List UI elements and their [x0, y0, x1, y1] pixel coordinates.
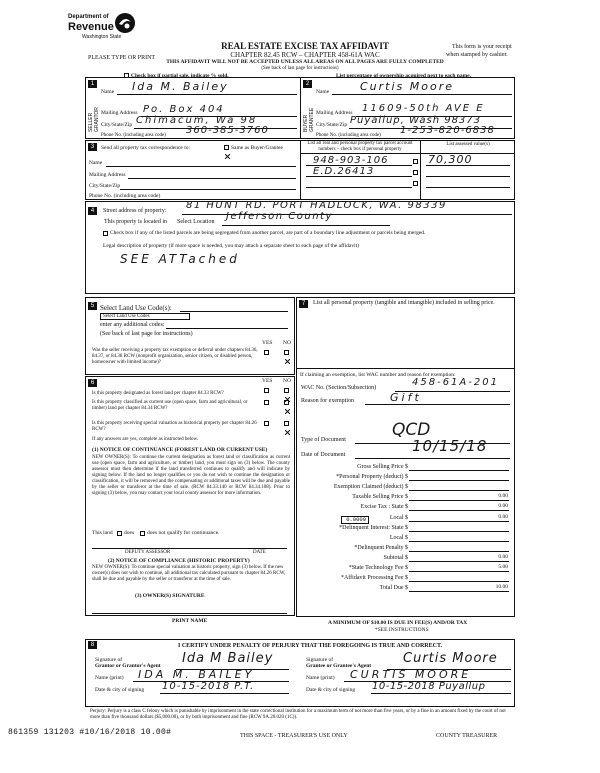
minimum-due-note: A MINIMUM OF $10.00 IS DUE IN FEE(S) AND/OR TAX [328, 620, 468, 626]
s6-if-yes: If any answers are yes, complete as instructed below. [92, 437, 199, 442]
street-label: Street address of property: [103, 208, 167, 214]
s5-q1-yes[interactable] [264, 350, 269, 355]
grantor-signature[interactable]: Ida M Bailey [182, 651, 274, 666]
exemption-claim-label: If claiming an exemption, list WAC number and reason for exemption: [300, 372, 456, 378]
county-value[interactable]: Jefferson County [226, 211, 333, 222]
tax-row-line [409, 490, 509, 491]
seller-phone-label: Phone No. (including area code) [101, 133, 166, 138]
s6-q2-no[interactable] [284, 400, 289, 405]
segregated-label: Check box if any of the listed parcels are being segregated from another parcel, are part of a boundary line adjustment or parcels being merged. [110, 230, 426, 236]
segregated-checkbox[interactable] [103, 231, 108, 236]
doc-type-value[interactable]: QCD [392, 420, 431, 440]
form-warning: THIS AFFIDAVIT WILL NOT BE ACCEPTED UNLESS ALL AREAS ON ALL PAGES ARE FULLY COMPLETED [166, 59, 444, 65]
s6-question2: Is this property classified as current use (open space, farm and agricultural, or timber) land per chapter 84.34 RCW? [92, 400, 248, 411]
tax-row-line [409, 541, 509, 542]
ownership-note: List percentage of ownership acquired next to each name. [336, 73, 471, 79]
corr-mailing-label: Mailing Address [89, 172, 126, 178]
grantor-date-label: Date & city of signing [95, 687, 145, 693]
s6-question1: Is this property designated as forest land per chapter 84.33 RCW? [92, 391, 224, 396]
notice1-body: NEW OWNER(S): To continue the current designation as forest land or classification as current use (open space, farm and agriculture, or timber) land, you must sign on (3) below. The county assessor must then determine if the land transferred continues to qualify and will indicate by signing below. If the land no longer qualifies or you do not wish to continue the designation or classification, it will be removed and the compensating or additional taxes will be due and payable by the seller or transferor at the time of sale. (RCW 84.33.140 or RCW 84.34.108). Prior to signing (3) below, you may contact your local county assessor for more information. [92, 455, 290, 496]
tax-row-line [409, 531, 509, 532]
tax-row-label: Exemption Claimed (deduct) $ [333, 484, 408, 490]
grantor-sig-label1: Signature of [95, 657, 123, 663]
dept-line1: Department of [68, 14, 109, 20]
deputy-date-label: DATE [253, 550, 266, 555]
does-not-checkbox[interactable] [140, 531, 145, 536]
notice1-title: (1) NOTICE OF CONTINUANCE (FOREST LAND OR CURRENT USE) [92, 447, 268, 453]
tax-row-value[interactable]: 0.00 [498, 493, 508, 499]
revenue-logo [68, 12, 158, 52]
parcel-header: List all real and personal property tax parcel account numbers – check box if personal property [307, 141, 413, 152]
wac-label: WAC No. (Section/Subsection) [301, 385, 377, 391]
parcel1-personal-checkbox[interactable] [413, 159, 418, 164]
seller-phone-value[interactable]: 360-385-3760 [186, 125, 269, 136]
tax-row-value[interactable]: 10.00 [495, 584, 508, 590]
tax-row-value[interactable]: 0.00 [498, 554, 508, 560]
tax-row-line [409, 571, 509, 572]
tax-row-label: Local $ [389, 515, 408, 521]
tax-row-line [409, 591, 509, 592]
tax-row-line [409, 521, 509, 522]
s5-q1-no[interactable] [284, 350, 289, 355]
deputy-assessor-label: DEPUTY ASSESSOR [125, 550, 171, 555]
tax-row-label: Subtotal $ [383, 555, 408, 561]
perjury-text: Perjury: Perjury is a class C felony which is punishable by imprisonment in the state correctional institution for a maximum term of not more than five years, or by a fine in an amount fixed by the court of not more than five thousand dollars ($5,000.00), or by both imprisonment and fine (RCW 9A.20.020 (1C)). [90, 709, 506, 720]
send-correspondence-label: Send all property tax correspondence to: [101, 145, 191, 151]
tax-row-line [409, 510, 509, 511]
tax-row-line [409, 470, 509, 471]
parcel3-personal-checkbox[interactable] [413, 181, 418, 186]
tax-row-label: Local $ [389, 535, 408, 541]
legal-label: Legal description of property (if more space is needed, you may attach a separate sheet to each page of the affidavit) [103, 243, 359, 249]
s5-no-label: NO [283, 340, 291, 346]
parcel2-personal-checkbox[interactable] [413, 170, 418, 175]
logo-swirl-icon [114, 12, 136, 34]
buyer-name-label: Name [316, 89, 330, 95]
does-label: does [124, 530, 135, 536]
grantee-sig-label2: Grantee or Grantee's Agent [306, 663, 372, 669]
certify-text: I CERTIFY UNDER PENALTY OF PERJURY THAT THE FOREGOING IS TRUE AND CORRECT. [178, 643, 443, 649]
tax-row-line [409, 561, 509, 562]
assessed-header: List assessed value(s) [446, 142, 490, 147]
section-3-number: 3 [88, 143, 97, 151]
buyer-phone-label: Phone No. (including area code) [316, 133, 381, 138]
buyer-city-label: City/State/Zip [316, 122, 348, 128]
section-2-number: 2 [303, 80, 312, 88]
buyer-name-value[interactable]: Curtis Moore [360, 80, 455, 93]
grantee-date[interactable]: 10-15-2018 Puyallup [372, 681, 486, 692]
land-use-label: Select Land Use Code(s): [100, 304, 172, 312]
seller-name-value[interactable]: Ida M. Bailey [132, 80, 229, 93]
seller-city-value[interactable]: Chimacum, Wa 98 [136, 115, 258, 126]
treasurer-stamp: 861359 131203 #10/16/2018 10.00# [8, 728, 172, 737]
owner-signature-label: (3) OWNER(S) SIGNATURE [135, 593, 205, 599]
tax-row-label: Total Due $ [379, 585, 408, 591]
form-chapter: CHAPTER 82.45 RCW – CHAPTER 458-61A WAC [230, 51, 380, 59]
s6-no-label: NO [283, 378, 291, 384]
corr-name-label: Name [89, 160, 103, 166]
tax-row-label: Taxable Selling Price $ [352, 494, 408, 500]
seller-grantor-label: SELLER GRANTOR [88, 107, 100, 132]
tax-row-label: *Affidavit Processing Fee $ [340, 575, 408, 581]
s5-yes-label: YES [262, 340, 273, 346]
location-select[interactable]: Select Location [177, 219, 215, 225]
tax-row-label: *Delinquent Interest: State $ [339, 525, 408, 531]
section-7-number: 7 [299, 300, 308, 308]
grantor-sig-label2: Grantor or Grantor's Agent [95, 663, 161, 669]
grantor-name[interactable]: IDA M. BAILEY [138, 668, 255, 681]
tax-row-value[interactable]: 0.00 [498, 514, 508, 520]
grantor-name-label: Name (print) [95, 675, 124, 681]
s6-question3: Is this property receiving special valuation as historical property per chapter 84.26 RCW? [92, 421, 257, 432]
dept-line3: Washington State [82, 34, 122, 40]
grantee-signature[interactable]: Curtis Moore [403, 651, 498, 666]
dept-line2: Revenue [68, 21, 114, 33]
tax-row-line [409, 551, 509, 552]
tax-row-label: *State Technology Fee $ [348, 565, 408, 571]
please-type: PLEASE TYPE OR PRINT [88, 55, 156, 61]
local-rate-box[interactable]: 0.0000 [341, 516, 369, 524]
form-title: REAL ESTATE EXCISE TAX AFFIDAVIT [221, 41, 389, 51]
seller-mailing-label: Mailing Address [101, 110, 138, 116]
s6-yes-label: YES [262, 378, 273, 384]
street-value[interactable]: 81 HUNT RD. PORT HADLOCK, WA. 98339 [186, 200, 447, 211]
buyer-mailing-label: Mailing Address [316, 110, 353, 116]
form-see-back: (See back of last page for instructions) [261, 66, 339, 71]
tax-row-line [409, 581, 509, 582]
corr-phone-label: Phone No. (including area code) [89, 193, 161, 199]
grantee-sig-label1: Signature of [306, 657, 334, 663]
s6-q3-yes[interactable] [264, 421, 269, 426]
county-treasurer-label: COUNTY TREASURER [436, 733, 498, 739]
tax-row-value[interactable]: 0.00 [498, 503, 508, 509]
buyer-mailing-value[interactable]: 11609-50th AVE E [362, 103, 485, 114]
partial-sale-checkbox[interactable] [124, 73, 129, 78]
personal-property-label: List all personal property (tangible and intangible) included in selling price. [313, 300, 495, 306]
parcel1-value[interactable]: 948-903-106 [313, 155, 389, 166]
tax-row-label: *Personal Property (deduct) $ [336, 474, 408, 480]
does-not-label: does not qualify for continuance. [147, 530, 220, 536]
seller-name-label: Name [101, 89, 115, 95]
land-use-see-back: (See back of last page for instructions) [100, 331, 193, 337]
buyer-phone-value[interactable]: 1-253-820-6838 [400, 125, 495, 136]
land-does-label: This land [92, 530, 113, 536]
treasurer-space-label: THIS SPACE - TREASURER'S USE ONLY [240, 733, 348, 739]
s5-question1: Was the seller receiving a property tax exemption or deferral under chapters 84.36, 84.37, or 84.38 RCW (nonprofit organization, senior citizen, or disabled person, homeowner with limited income)? [92, 348, 258, 365]
buyer-grantee-label: BUYER GRANTEE [303, 107, 315, 132]
assessed1-value[interactable]: 70,300 [428, 153, 473, 166]
grantee-name[interactable]: CURTIS MOORE [350, 668, 472, 681]
partial-sale-label: Check box if partial sale, indicate % sold. [131, 73, 229, 79]
reason-label: Reason for exemption [301, 398, 354, 404]
s6-q2-yes[interactable] [264, 400, 269, 405]
seller-city-label: City/State/Zip [101, 122, 133, 128]
tax-row-value[interactable]: 5.00 [498, 564, 508, 570]
s6-q1-no[interactable] [284, 388, 289, 393]
reason-value[interactable]: Gift [390, 391, 422, 404]
print-name-label: PRINT NAME [172, 618, 208, 624]
s6-q1-yes[interactable] [264, 388, 269, 393]
grantee-date-label: Date & city of signing [306, 687, 356, 693]
located-label: This property is located in [104, 219, 167, 225]
see-instructions-note: *SEE INSTRUCTIONS [375, 627, 429, 633]
seller-mailing-value[interactable]: Po. Box 404 [143, 104, 225, 115]
wac-value[interactable]: 458-61A-201 [412, 377, 499, 388]
tax-row-line [409, 500, 509, 501]
tax-row-label: Excise Tax : State $ [360, 504, 408, 510]
same-as-buyer-label: Same as Buyer/Grantee [231, 145, 283, 151]
receipt-note2: when stamped by cashier. [446, 52, 508, 58]
section-4-number: 4 [88, 207, 97, 215]
tax-row-label: *Delinquent Penalty $ [354, 545, 408, 551]
same-as-buyer-checkbox[interactable] [224, 145, 229, 150]
section-1-number: 1 [88, 80, 97, 88]
additional-codes-label: enter any additional codes: [100, 322, 165, 328]
parcel2-value[interactable]: E.D.26413 [313, 166, 375, 177]
does-checkbox[interactable] [117, 531, 122, 536]
receipt-note1: This form is your receipt [452, 44, 512, 50]
grantor-date[interactable]: 10-15-2018 P.T. [162, 681, 255, 692]
s6-q3-no[interactable] [284, 421, 289, 426]
legal-value[interactable]: SEE ATTached [120, 252, 240, 266]
notice2-body: NEW OWNER(S): To continue special valuation as historic property, sign (3) below. If the new owner(s) does not wish to continue, all additional tax calculated pursuant to chapter 84.26 RCW, shall be due and payable by the seller or transferor at the time of sale. [92, 565, 286, 582]
doc-date-value[interactable]: 10/15/18 [412, 437, 488, 455]
tax-row-line [409, 480, 509, 481]
land-use-select[interactable]: Select Land Use Codes [100, 313, 190, 320]
corr-city-label: City/State/Zip [89, 183, 121, 189]
doc-type-label: Type of Document [301, 437, 346, 443]
notice2-title: (2) NOTICE OF COMPLIANCE (HISTORIC PROPERTY) [108, 558, 250, 564]
buyer-city-value[interactable]: Puyallup, Wash 98373 [350, 115, 482, 126]
grantee-name-label: Name (print) [306, 675, 335, 681]
tax-row-label: Gross Selling Price $ [357, 464, 408, 470]
doc-date-label: Date of Document [301, 452, 346, 458]
section-5-number: 5 [88, 302, 97, 310]
section-6-number: 6 [88, 379, 97, 387]
section-8-number: 8 [88, 641, 97, 649]
